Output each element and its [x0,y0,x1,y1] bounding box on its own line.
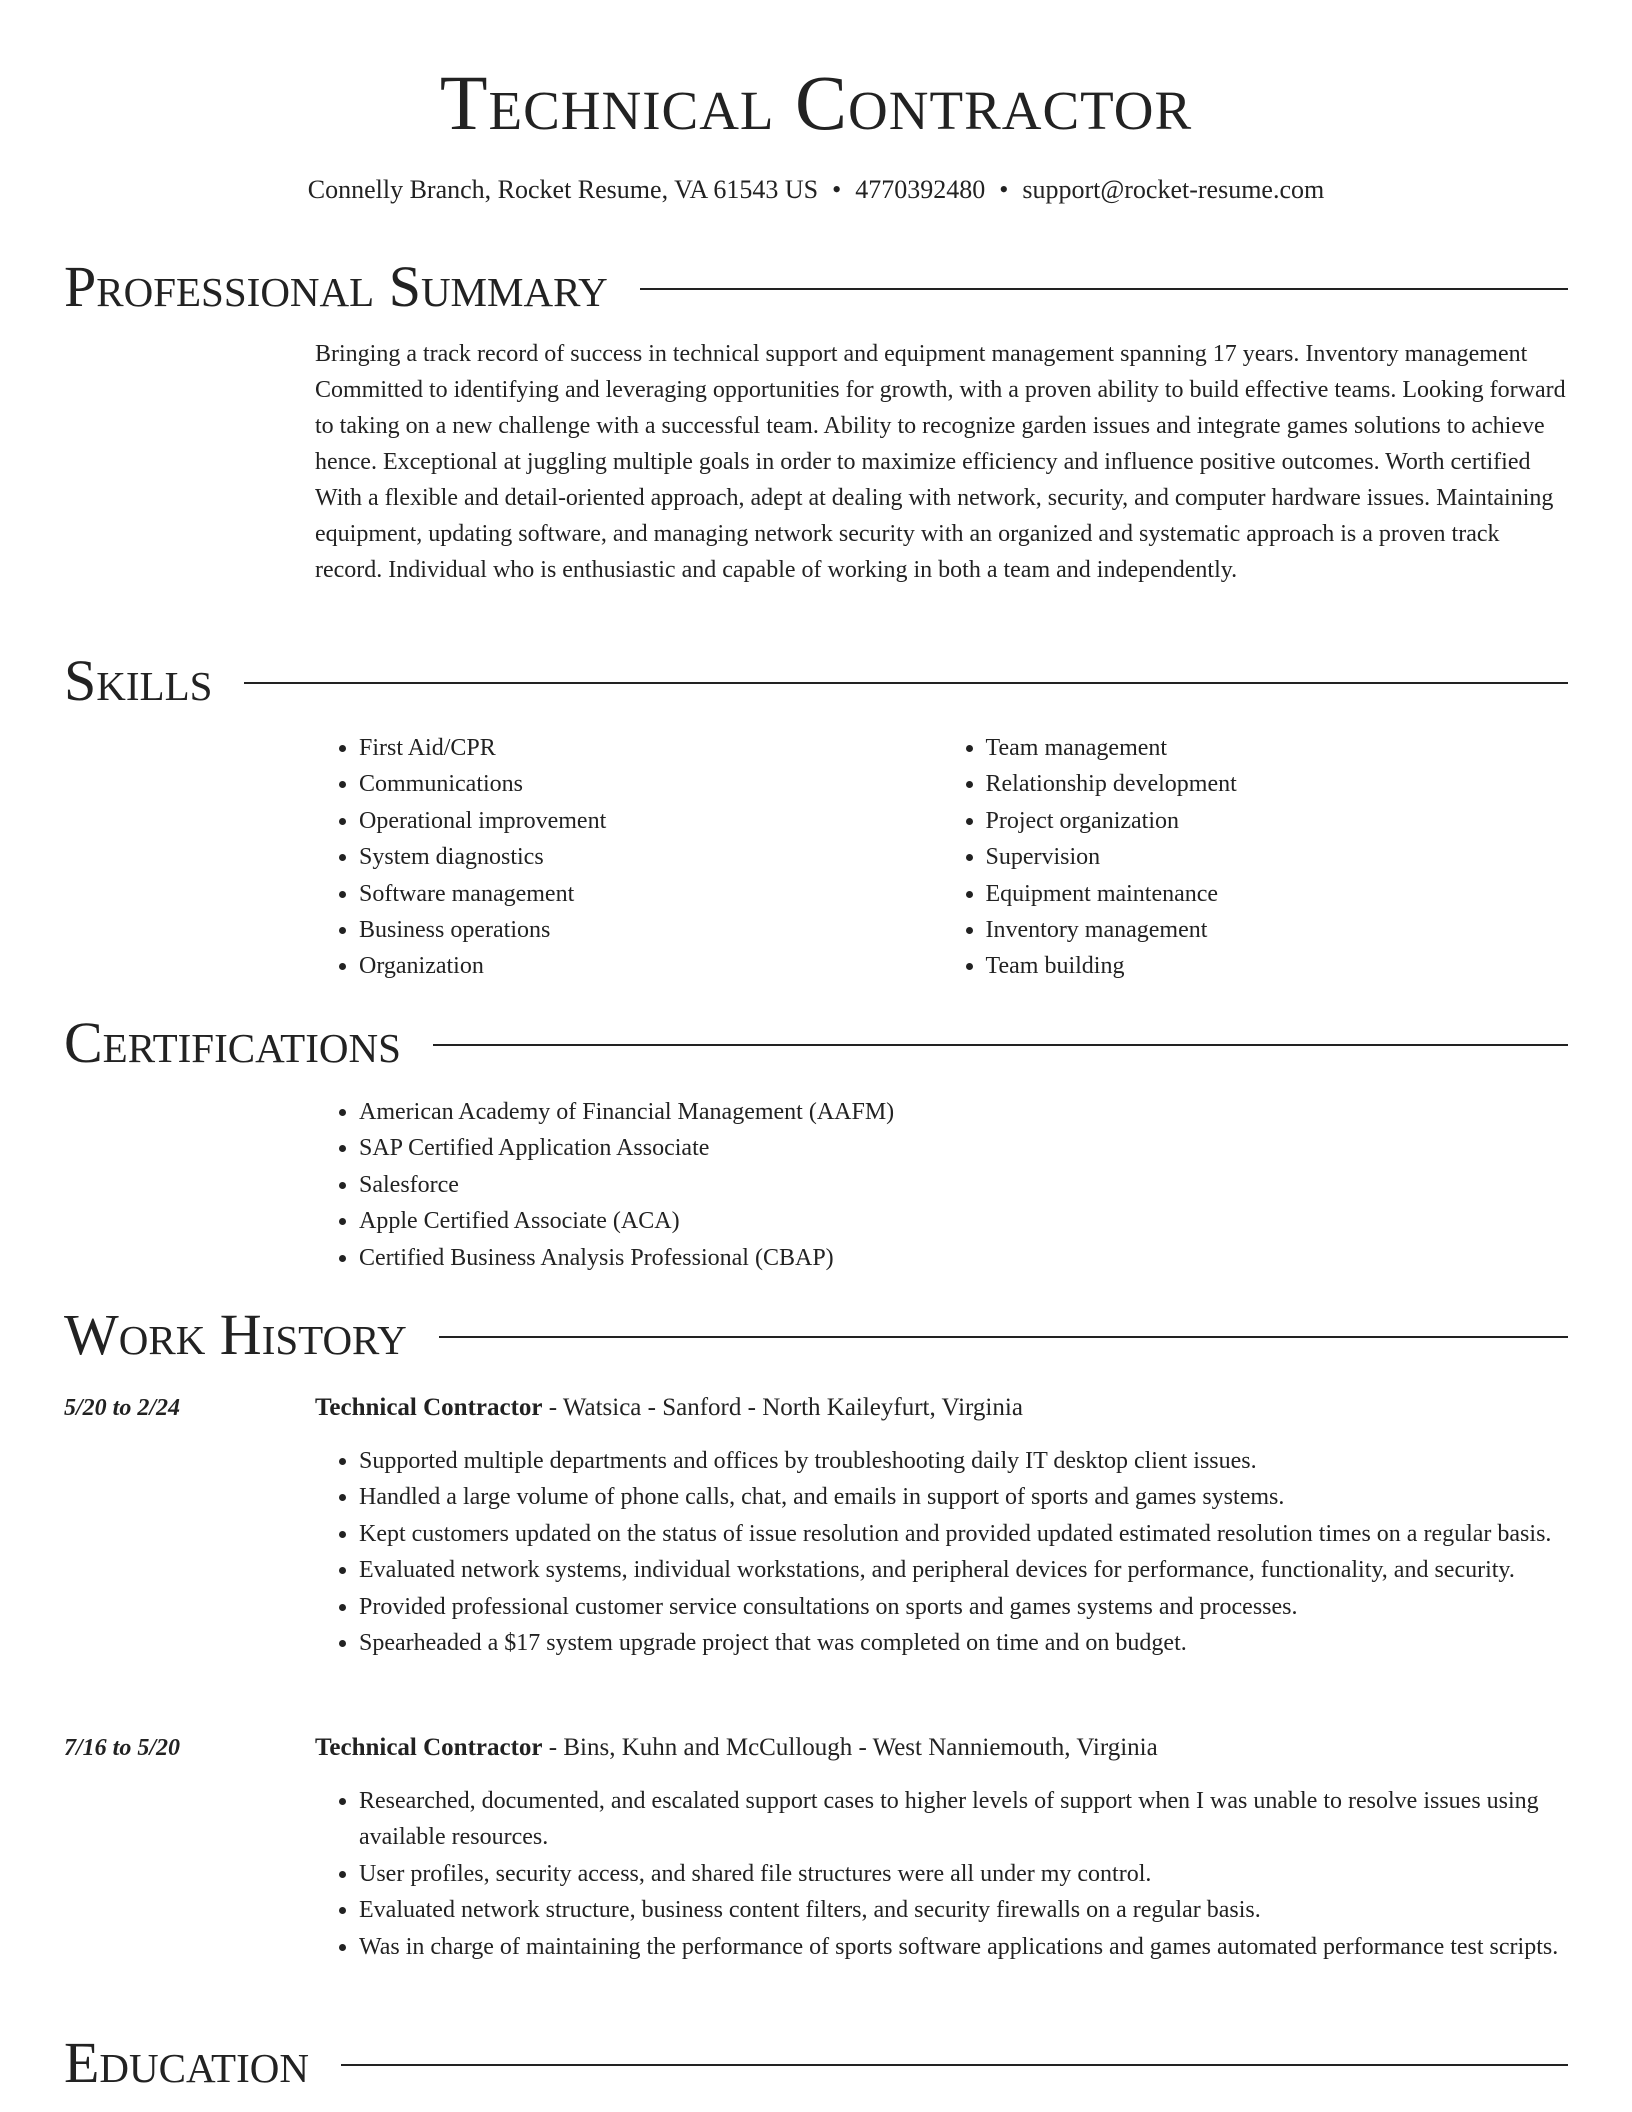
skill-item: • Team management [986,730,1569,766]
job-title: Technical Contractor [315,1394,543,1421]
skill-item: • System diagnostics [359,839,942,875]
skill-item: • Project organization [986,803,1569,839]
job-bullet: • Researched, documented, and escalated support cases to higher levels of support when I was unable to resolve issues using available resources. [359,1783,1568,1856]
job-title: Technical Contractor [315,1734,543,1761]
certifications-list-wrap [315,1094,1568,1276]
section-title-education: Education [64,2030,309,2095]
job-bullet: • Supported multiple departments and offices by troubleshooting daily IT desktop client issues. [359,1443,1568,1479]
job-bullet: • Provided professional customer service consultations on sports and games systems and processes. [359,1589,1568,1625]
job-bullets [315,1783,1568,1965]
job-bullet: • Evaluated network systems, individual workstations, and peripheral devices for performance, functionality, and security. [359,1552,1568,1588]
section-divider [244,682,1568,684]
skill-item: • Business operations [359,912,942,948]
job-employer: - Watsica - Sanford - North Kaileyfurt, Virginia [542,1394,1023,1421]
skill-item: • Relationship development [986,766,1569,802]
contact-email: support@rocket-resume.com [1022,175,1325,204]
resume-name: Technical Contractor [439,59,1193,146]
skill-item: • Equipment maintenance [986,876,1569,912]
job-title-line [315,1730,1568,1766]
job-bullet: • User profiles, security access, and shared file structures were all under my control. [359,1856,1568,1892]
job-bullets [315,1443,1568,1661]
education-section-header [64,2030,1568,2096]
job-dates: 7/16 to 5/20 [64,1735,181,1761]
skill-item: • Communications [359,766,942,802]
certifications-list [315,1094,1568,1276]
certification-item: • Certified Business Analysis Professional (CBAP) [359,1240,1568,1276]
section-title-certifications: Certifications [64,1010,401,1075]
contact-line [0,172,1632,208]
job-dates: 5/20 to 2/24 [64,1395,181,1421]
certifications-section-header [64,1010,1568,1076]
skill-item: • Software management [359,876,942,912]
certification-item: • Salesforce [359,1167,1568,1203]
skills-column-right [942,730,1569,985]
skill-item: • Supervision [986,839,1569,875]
certification-item: • American Academy of Financial Management (AAFM) [359,1094,1568,1130]
skill-item: • First Aid/CPR [359,730,942,766]
section-title-skills: Skills [64,648,213,713]
job-bullet: • Handled a large volume of phone calls, chat, and emails in support of sports and games systems. [359,1479,1568,1515]
section-divider [433,1044,1568,1046]
job-employer: - Bins, Kuhn and McCullough - West Nanniemouth, Virginia [542,1734,1158,1761]
contact-separator: • [832,175,842,204]
certification-item: • Apple Certified Associate (ACA) [359,1203,1568,1239]
section-title-work: Work History [64,1302,407,1367]
job-bullet: • Was in charge of maintaining the performance of sports software applications and games automated performance test scripts. [359,1929,1568,1965]
section-divider [341,2064,1568,2066]
skill-item: • Team building [986,948,1569,984]
job-bullets-wrap [315,1443,1568,1661]
skills-column-left [315,730,942,985]
section-divider [439,1336,1568,1338]
skill-item: • Operational improvement [359,803,942,839]
skills-list [315,730,1568,985]
job-bullets-wrap [315,1783,1568,1965]
skill-item: • Inventory management [986,912,1569,948]
work-section-header [64,1302,1568,1368]
section-divider [640,288,1568,290]
job-title-line [315,1390,1568,1426]
job-bullet: • Kept customers updated on the status of issue resolution and provided updated estimated resolution times on a regular basis. [359,1516,1568,1552]
contact-phone: 4770392480 [855,175,986,204]
skill-item: • Organization [359,948,942,984]
job-bullet: • Evaluated network structure, business content filters, and security firewalls on a regular basis. [359,1892,1568,1928]
contact-address: Connelly Branch, Rocket Resume, VA 61543 US [307,175,819,204]
certification-item: • SAP Certified Application Associate [359,1130,1568,1166]
summary-text: Bringing a track record of success in technical support and equipment management spanning 17 years. Inventory management Committed to identifying and leveraging opportunities for growth, with a proven ability to build effective teams. Looking forward to taking on a new challenge with a successful team. Ability to recognize garden issues and integrate games solutions to achieve hence. Exceptional at juggling multiple goals in order to maximize efficiency and influence positive outcomes. Worth certified With a flexible and detail-oriented approach, adept at dealing with network, security, and computer hardware issues. Maintaining equipment, updating software, and managing network security with an organized and systematic approach is a proven track record. Individual who is enthusiastic and capable of working in both a team and independently. [315,341,1566,583]
contact-separator: • [999,175,1009,204]
job-bullet: • Spearheaded a $17 system upgrade project that was completed on time and on budget. [359,1625,1568,1661]
summary-section-header [64,254,1568,320]
section-title-summary: Professional Summary [64,254,608,319]
skills-section-header [64,648,1568,714]
